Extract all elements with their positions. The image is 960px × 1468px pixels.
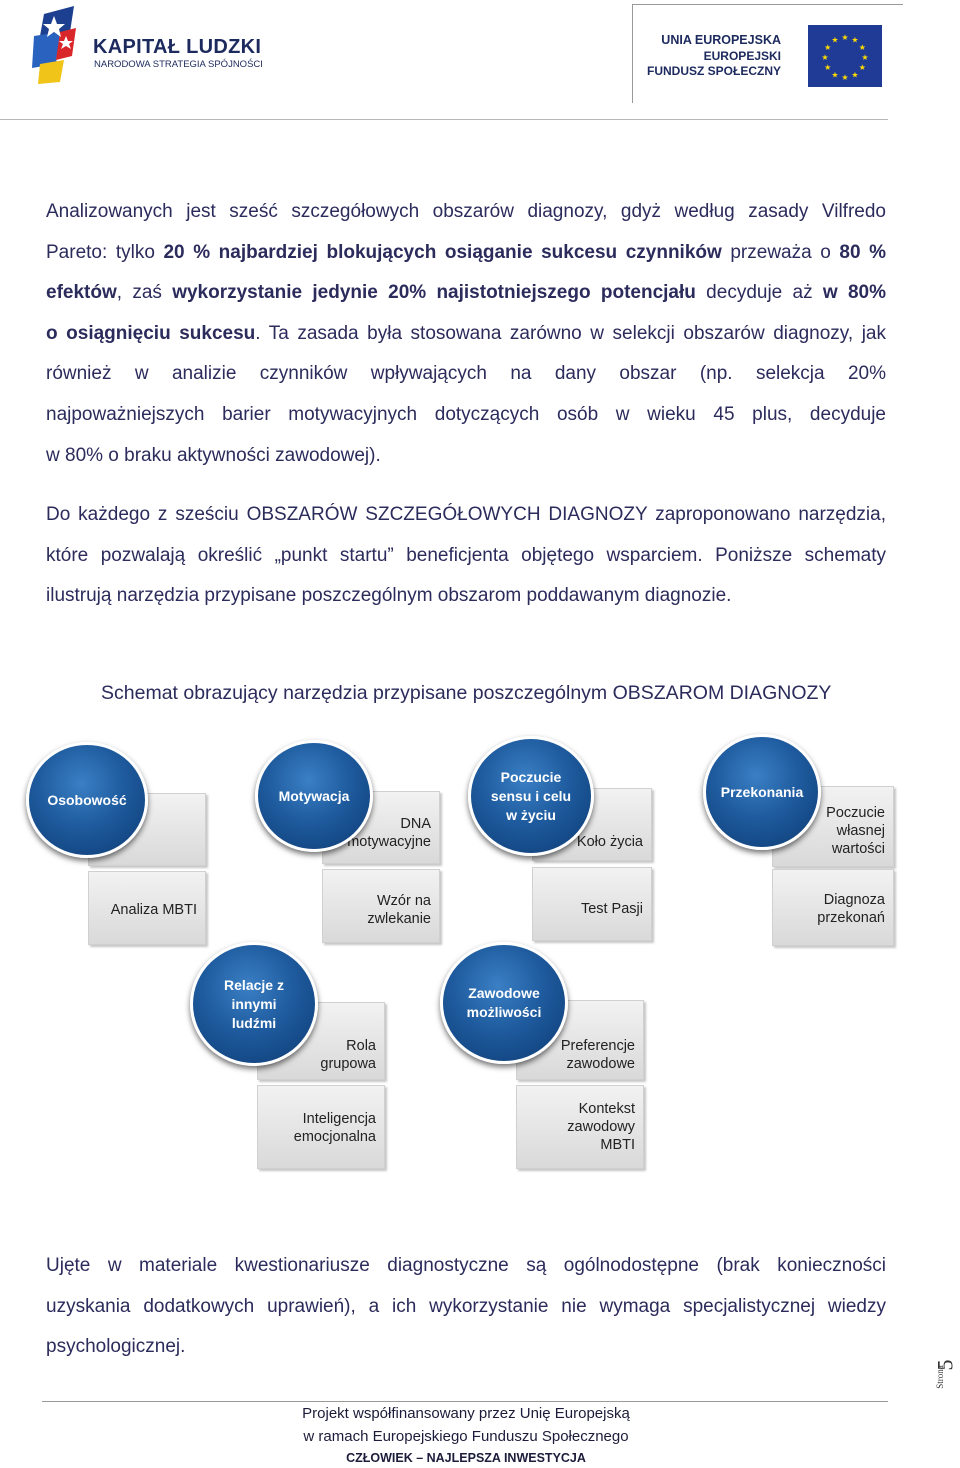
tool-tile-wzor-na-zwlekanie: Wzór na zwlekanie <box>322 869 440 943</box>
eu-logo-line3: FUNDUSZ SPOŁECZNY <box>646 64 781 78</box>
text-line: Ujęte w materiale kwestionariusze diagnostyczne są ogólnodostępne (brak konieczności <box>46 1255 886 1276</box>
footer-line1: Projekt współfinansowany przez Unię Europejską <box>302 1405 630 1422</box>
eu-logo <box>632 4 903 103</box>
eu-star-icon: ★ <box>841 73 849 82</box>
page-number-label: Strona <box>934 1365 945 1389</box>
tool-tile-inteligencja-emocjonalna: Inteligencja emocjonalna <box>257 1085 385 1169</box>
eu-star-icon: ★ <box>831 70 839 80</box>
eu-star-icon: ★ <box>861 53 869 62</box>
text-line: efektów, zaś wykorzystanie jedynie 20% najistotniejszego potencjału decyduje aż w 80% <box>46 282 886 304</box>
eu-star-icon: ★ <box>858 63 866 72</box>
area-circle-osobowosc: Osobowość <box>26 742 148 858</box>
tool-tile-poczucie-wlasnej-wartosci: Poczucie własnej wartości <box>772 786 894 867</box>
text-line: które pozwalają określić „punkt startu” beneficjenta objętego wsparciem. Poniższe schematy <box>46 544 886 566</box>
footer-divider <box>42 1401 888 1402</box>
page-number-value: 5 <box>932 1359 958 1371</box>
kapital-ludzki-logo <box>30 6 270 86</box>
tools-paragraph <box>46 495 886 617</box>
eu-star-icon: ★ <box>851 70 859 80</box>
kapital-ludzki-emblem-icon <box>30 6 88 84</box>
scheme-title: Schemat obrazujący narzędzia przypisane poszczególnym OBSZAROM DIAGNOZY <box>101 682 832 704</box>
eu-star-icon: ★ <box>824 63 832 72</box>
text-line: Do każdego z sześciu OBSZARÓW SZCZEGÓŁOWYCH DIAGNOZY zaproponowano narzędzia, <box>46 504 886 525</box>
area-circle-motywacja: Motywacja <box>255 740 373 852</box>
tool-tile-rola-grupowa: Rola grupowa <box>257 1002 385 1080</box>
tool-tile-diagnoza-przekonan: Diagnoza przekonań <box>772 869 894 946</box>
closing-paragraph <box>46 1246 886 1368</box>
tool-tile-dna-motywacyjne: DNA motywacyjne <box>322 791 440 864</box>
text-line: psychologicznej. <box>46 1336 186 1358</box>
eu-star-icon: ★ <box>824 43 832 52</box>
text-line: również w analizie czynników wpływających na dany obszar (np. selekcja 20% <box>46 363 886 385</box>
area-circle-relacje: Relacje z innymi ludźmi <box>190 942 318 1066</box>
kapital-ludzki-subtitle: NARODOWA STRATEGIA SPÓJNOŚCI <box>94 59 263 70</box>
footer-slogan: CZŁOWIEK – NAJLEPSZA INWESTYCJA <box>346 1451 586 1465</box>
eu-flag-icon <box>808 25 882 87</box>
tool-tile-analiza-mbti: Analiza MBTI <box>88 871 206 945</box>
tool-tile-kontekst-zawodowy-mbti: Kontekst zawodowy MBTI <box>516 1085 644 1169</box>
eu-star-icon: ★ <box>858 43 866 52</box>
footer-line2: w ramach Europejskiego Funduszu Społecznego <box>303 1428 629 1445</box>
text-line: ilustrują narzędzia przypisane poszczególnym obszarom poddawanym diagnozie. <box>46 585 732 607</box>
kapital-ludzki-title: KAPITAŁ LUDZKI <box>93 36 262 58</box>
tool-tile-preferencje-zawodowe: Preferencje zawodowe <box>516 1000 644 1080</box>
text-line: Analizowanych jest sześć szczegółowych obszarów diagnozy, gdyż według zasady Vilfredo <box>46 201 886 222</box>
eu-star-icon: ★ <box>831 35 839 45</box>
tool-tile-test-pasji: Test Pasji <box>532 867 652 941</box>
text-line: uzyskania dodatkowych uprawień), a ich wykorzystanie nie wymaga specjalistycznej wiedzy <box>46 1295 886 1317</box>
eu-star-icon: ★ <box>851 35 859 45</box>
text-line: w 80% o braku aktywności zawodowej). <box>46 444 381 466</box>
eu-star-icon: ★ <box>841 33 849 42</box>
text-line: najpoważniejszych barier motywacyjnych dotyczących osób w wieku 45 plus, decyduje <box>46 403 886 425</box>
page-number <box>932 1350 960 1400</box>
text-line: o osiągnięciu sukcesu. Ta zasada była stosowana zarówno w selekcji obszarów diagnozy, jak <box>46 322 886 344</box>
intro-paragraph <box>46 192 886 476</box>
area-circle-zawodowe-mozliwosci: Zawodowe możliwości <box>440 942 568 1064</box>
area-circle-poczucie-sensu: Poczucie sensu i celu w życiu <box>468 736 594 856</box>
eu-logo-line1: UNIA EUROPEJSKA <box>661 33 781 47</box>
eu-star-icon: ★ <box>821 53 829 62</box>
tool-tile-kolo-zycia: Koło życia <box>532 788 652 861</box>
area-circle-przekonania: Przekonania <box>703 734 821 850</box>
text-line: Pareto: tylko 20 % najbardziej blokujących osiąganie sukcesu czynników przeważa o 80 % <box>46 241 886 263</box>
header-divider <box>0 119 888 120</box>
eu-logo-line2: EUROPEJSKI <box>703 49 781 63</box>
